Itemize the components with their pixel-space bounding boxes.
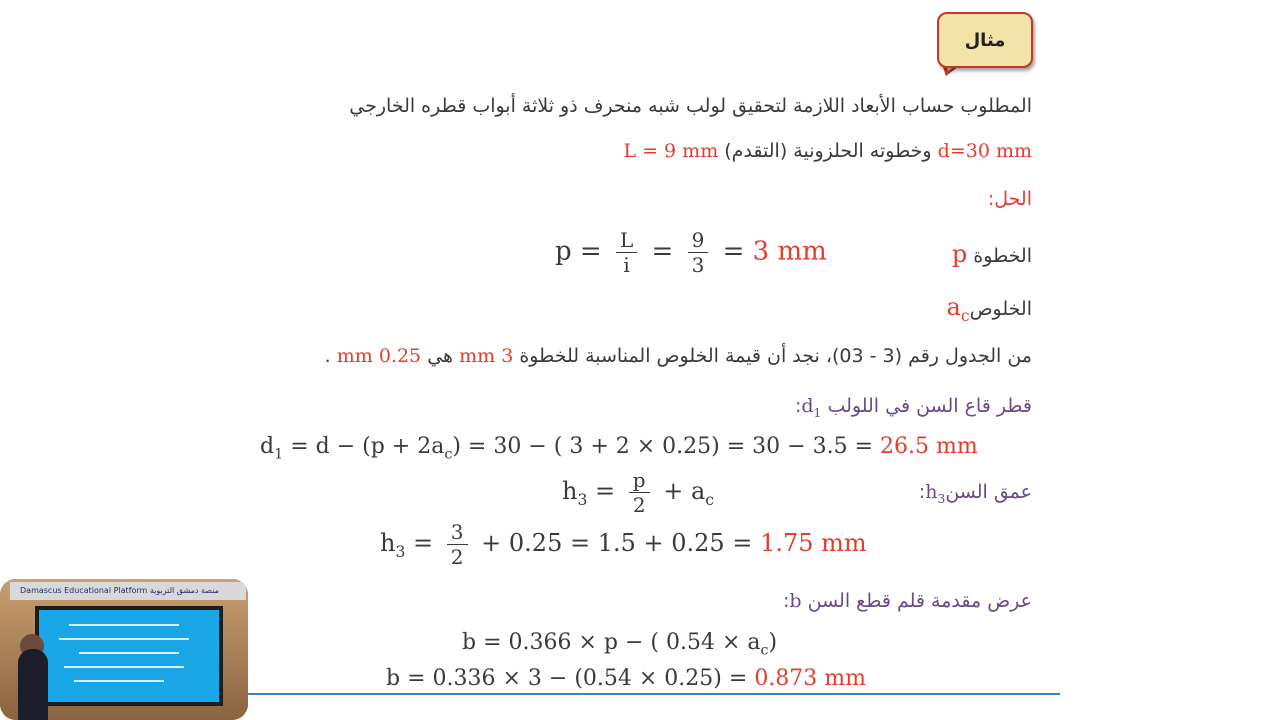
pitch-fraction-1 [616, 230, 637, 275]
depth-eq2-h-sub: 3 [395, 542, 406, 561]
depth-equation-1 [562, 470, 714, 515]
presenter-video-thumbnail [0, 579, 248, 720]
example-badge [937, 12, 1033, 68]
lead-text: وخطوته الحلزونية (التقدم) [724, 140, 932, 162]
pitch-label: الخطوة [973, 245, 1032, 267]
problem-line-1: المطلوب حساب الأبعاد اللازمة لتحقيق لولب شبه منحرف ذو ثلاثة أبواب قطره الخارجي [349, 95, 1032, 117]
depth-eq1-plus: + a [663, 477, 706, 505]
depth-heading [919, 481, 1032, 506]
root-diameter-heading [795, 395, 1032, 420]
root-symbol-letter: d [801, 395, 814, 417]
pitch-fraction-1-den: i [623, 253, 630, 277]
width-eq1-end: ) [768, 630, 778, 655]
depth-eq1-plus-sub: c [705, 490, 715, 509]
depth-eq2-h: h [380, 529, 396, 557]
depth-label: عمق السن [945, 481, 1032, 503]
depth-eq2-num: 3 [447, 522, 468, 545]
width-eq1-text: b = 0.366 × p − ( 0.54 × a [462, 630, 761, 655]
depth-eq2-fraction [447, 522, 468, 567]
width-equation-1 [462, 630, 777, 658]
root-eq-mid-1: = d − (p + 2a [283, 434, 445, 459]
width-eq1-sub: c [760, 642, 769, 659]
pitch-equation [555, 230, 827, 275]
example-badge-label: مثال [964, 29, 1006, 51]
depth-symbol [925, 481, 946, 506]
table-end: . [324, 345, 331, 367]
pitch-eq-lhs: p = [555, 236, 602, 267]
depth-eq1-den: 2 [632, 493, 646, 517]
pitch-eq-sign-1: = [651, 236, 674, 267]
problem-line-2 [623, 140, 1032, 162]
root-eq-mid-sub: c [444, 446, 453, 463]
root-diameter-label: قطر قاع السن في اللولب [827, 395, 1032, 417]
presenter-figure [18, 649, 48, 720]
board-line [59, 638, 189, 640]
depth-colon: : [918, 481, 926, 503]
clearance-symbol [946, 293, 970, 325]
pitch-label-row [952, 240, 1032, 268]
presenter-banner: Damascus Educational Platform منصة دمشق التربوية [10, 582, 246, 600]
board-line [74, 680, 164, 682]
table-pitch: 3 mm [459, 345, 514, 367]
depth-eq2-den: 2 [450, 545, 464, 569]
table-text-2: هي [427, 345, 454, 367]
width-eq2-result: 0.873 mm [754, 666, 867, 691]
root-diameter-symbol [801, 395, 822, 420]
root-eq-result: 26.5 mm [880, 434, 978, 459]
depth-eq2-result: 1.75 mm [760, 529, 867, 557]
depth-eq1-sign: = [595, 477, 616, 505]
table-text-1: من الجدول رقم (3 - 03)، نجد أن قيمة الخلوص المناسبة للخطوة [519, 345, 1032, 367]
depth-symbol-sub: 3 [937, 491, 946, 506]
pitch-fraction-2 [688, 230, 709, 275]
table-clearance-value: 0.25 mm [336, 345, 422, 367]
table-reference [325, 345, 1032, 367]
depth-eq1-h-sub: 3 [577, 490, 588, 509]
pitch-fraction-1-num: L [616, 230, 637, 253]
pitch-fraction-2-den: 3 [691, 253, 705, 277]
board-line [69, 624, 179, 626]
width-symbol: b [789, 590, 802, 612]
bottom-divider [245, 693, 1060, 695]
clearance-symbol-letter: a [946, 293, 961, 321]
depth-equation-2 [380, 522, 867, 567]
pitch-symbol: p [951, 240, 968, 268]
depth-eq1-h: h [562, 477, 578, 505]
root-colon: : [794, 395, 802, 417]
depth-eq1-fraction [629, 470, 650, 515]
root-symbol-sub: 1 [813, 405, 822, 420]
depth-eq2-rest: + 0.25 = 1.5 + 0.25 = [481, 529, 753, 557]
presenter-smartboard [35, 606, 223, 706]
width-eq2-text: b = 0.336 × 3 − (0.54 × 0.25) = [386, 666, 748, 691]
clearance-label: الخلوص [969, 298, 1032, 320]
depth-symbol-letter: h [925, 481, 938, 503]
lead-value: L = 9 mm [623, 140, 719, 162]
depth-eq1-num: p [629, 470, 650, 493]
width-label: عرض مقدمة قلم قطع السن [807, 590, 1032, 612]
pitch-result: 3 mm [752, 236, 827, 267]
width-colon: : [783, 590, 790, 612]
clearance-label-row [947, 293, 1032, 325]
outer-diameter-value: d=30 mm [937, 140, 1032, 162]
width-heading [783, 590, 1032, 612]
depth-eq2-sign: = [413, 529, 434, 557]
pitch-fraction-2-num: 9 [688, 230, 709, 253]
solution-heading: الحل: [987, 188, 1032, 210]
root-eq-d: d [260, 434, 275, 459]
clearance-symbol-sub: c [960, 306, 970, 325]
root-eq-mid-2: ) = 30 − ( 3 + 2 × 0.25) = 30 − 3.5 = [452, 434, 873, 459]
root-eq-d-sub: 1 [274, 446, 284, 463]
width-equation-2 [386, 666, 866, 691]
pitch-eq-sign-2: = [722, 236, 745, 267]
root-diameter-equation [260, 434, 978, 462]
board-line [79, 652, 179, 654]
board-line [64, 666, 184, 668]
